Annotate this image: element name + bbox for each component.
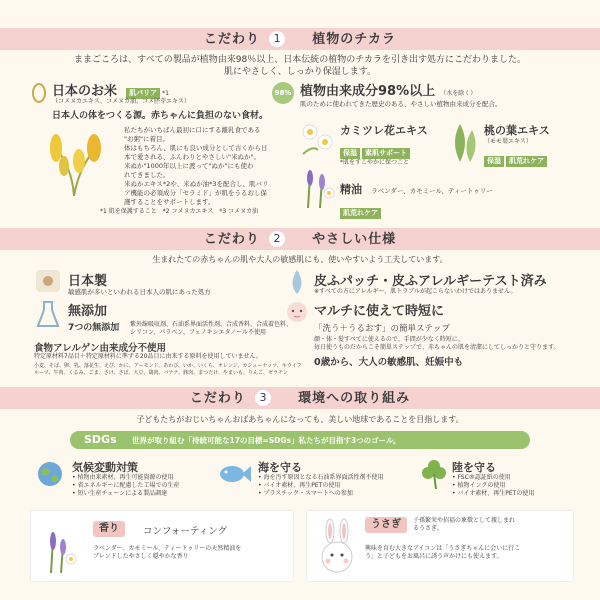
section-2-header (0, 228, 600, 250)
peach-tag-care: 肌荒れケア (506, 156, 547, 167)
scent-body-line: ラベンダー、カモミール、ティートゥリーの天然精油を (93, 545, 242, 552)
plant-98-badge-icon: 98% (272, 82, 294, 104)
lavender-illustration (298, 168, 338, 208)
chamomile-tag-moisture: 保湿 (340, 148, 360, 159)
peach-leaf-illustration (450, 122, 480, 162)
rice-body-line: 体はもちろん、肌にも良い成分として古くから日 (124, 144, 268, 152)
chamomile-block (340, 122, 428, 167)
rabbit-body-line: 子孫繁栄や招福の象徴として親しまれ (413, 517, 516, 524)
additive-free-body (130, 321, 310, 337)
additive-free-lead: 7つの無添加 (68, 323, 120, 333)
oil-tag: 肌荒れケア (340, 208, 381, 219)
sea-item: • 海を汚す原因となる石油系界面活性剤不使用 (258, 474, 384, 481)
climate-item-text: 短い生産チェーンによる製品調達 (77, 490, 168, 497)
section-1-label: こだわり (204, 32, 261, 47)
scent-pill: 香り (93, 521, 125, 537)
land-item-text: 植物インクの使用 (457, 482, 506, 489)
intro-line: ままごころは、すべての製品が植物由来98％以上、日本伝統の植物のチカラを引き出す処方にこだわりました。 (73, 55, 527, 65)
rice-body-line: 私たちがいちばん最初に口にする離乳食である (124, 126, 261, 134)
peach-tag-moisture: 保湿 (484, 156, 504, 167)
scent-card (30, 510, 294, 582)
rice-body (124, 126, 284, 207)
peach-title: 桃の葉エキス (484, 124, 550, 137)
scent-title: コンフォーティング (143, 526, 228, 537)
sea-title: 海を守る (258, 461, 302, 474)
section-3-subtitle: 環境への取り組み (298, 391, 411, 406)
chamomile-title: カミツレ花エキス (340, 124, 428, 137)
climate-list (72, 474, 212, 498)
oil-items: ラベンダー、カモミール、ティートゥリー (371, 187, 493, 195)
rice-body-line: れてきました。 (124, 171, 170, 179)
land-title: 陸を守る (452, 461, 496, 474)
rice-body-line: 米ぬか"1000年以上に渡って"ぬか"にも使わ (124, 162, 254, 170)
land-list (452, 474, 592, 498)
additive-free-line: シリコン、パラベン、フェノキシエタノール不使用 (130, 329, 266, 336)
allergen-body: 特定原材料7品目＋特定原材料に準ずる20品目に由来する原料を使用していません。 (34, 353, 262, 360)
section-1-intro (10, 54, 590, 78)
climate-item-text: 植物由来素材、再生可能資源の使用 (77, 474, 174, 481)
rabbit-icon (315, 517, 359, 577)
rice-body-line: 本で愛される、ふんわりとやさしい"米ぬか"。 (124, 153, 260, 161)
oil-block (340, 178, 493, 219)
section-3-header (0, 387, 600, 409)
rice-title: 日本のお米 (52, 84, 118, 99)
water-drop-icon (286, 268, 308, 296)
rabbit-body-line: るうさぎ。 (413, 525, 443, 532)
multi-use-title: マルチに使えて時短に (314, 304, 445, 319)
rice-notes: *1 肌を保護すること *2 コメヌカエキス *3 コメヌカ油 (100, 208, 259, 215)
japan-factory-icon (34, 268, 62, 294)
earth-icon (36, 460, 64, 488)
sdgs-label: SDGs (84, 433, 117, 446)
rabbit-body-top (413, 517, 568, 533)
allergen-title: 食物アレルゲン由来成分不使用 (34, 343, 167, 354)
sdgs-text: 世界が取り組む「持続可能な17の目標=SDGs」私たちが目指す3つのゴール。 (132, 436, 401, 445)
section-2-label: こだわり (203, 232, 260, 247)
climate-item: • 短い生産チェーンによる製品調達 (72, 490, 168, 497)
rabbit-body-line: 興味を育む大きなアイコンは「うさぎちゃんに会いに行こ (365, 545, 521, 552)
climate-item-text: 省エネルギーに配慮した工場での生産 (77, 482, 180, 489)
climate-title: 気候変動対策 (72, 461, 138, 474)
plant-title: 植物由来成分98%以上 (300, 84, 436, 99)
rabbit-card (306, 510, 574, 582)
scent-body-line: ブレンドしたやさしく穏やかな香り (93, 553, 189, 560)
peach-block (484, 122, 550, 167)
additive-free-line: 紫外線吸収剤、石油系界面活性剤、合成香料、合成着色料、 (130, 321, 293, 328)
section-3-number: 3 (255, 390, 271, 406)
chamomile-tag-support: 素肌サポート (362, 148, 410, 159)
sea-item: • プラスチック・スマートへの参加 (258, 490, 353, 497)
rice-heading (52, 80, 169, 99)
sea-list (258, 474, 418, 498)
multi-use-line: 毎日使うものだからこそ簡単ステップで、赤ちゃんの肌を清潔にしてしっかりと守ります。 (314, 344, 560, 351)
fish-icon (216, 462, 252, 486)
clover-icon (420, 458, 448, 490)
sea-item-text: プラスチック・スマートへの参加 (263, 490, 353, 497)
section-1-header (0, 28, 600, 50)
section-1-subtitle: 植物のチカラ (312, 32, 396, 47)
rice-body-line: ア機能の必須成分「セラミド」が肌をうるおし保 (124, 189, 267, 197)
peach-sub: （モモ葉エキス） (484, 138, 532, 145)
chamomile-note: *肌をすこやかに保つこと (340, 159, 410, 166)
sea-item-text: バイオ素材、再生PETの使用 (263, 482, 341, 489)
multi-use-sub: 「洗う＋うるおす」の簡単ステップ (314, 324, 450, 334)
rice-grain-icon (30, 80, 48, 104)
sea-item-text: 海を汚す原因となる石油系界面活性剤不使用 (263, 474, 384, 481)
section-2-intro: 生まれたての赤ちゃんの肌や大人の敏感肌にも、使いやすいよう工夫しています。 (152, 255, 448, 264)
land-item: • バイオ素材、再生PETの使用 (452, 490, 535, 497)
rice-body-line: 米ぬかエキス*2や、米ぬか油*3を配合し、肌バリ (124, 180, 269, 188)
baby-face-icon (284, 300, 310, 324)
rabbit-body-bottom (365, 545, 568, 561)
rice-body-line: "お粥"に着目。 (124, 135, 169, 143)
allergen-list: 小麦、そば、卵、乳、落花生、えび、かに、アーモンド、あわび、いか、いくら、オレンジ、カシューナッツ、キウイフルーツ、牛肉、くるみ、ごま、さけ、さば、大豆、鶏肉、バナナ、豚肉、まつたけ、やまいも、りんご、ゼラチン (34, 363, 302, 376)
patch-test-body: ※すべての方にアレルギー、肌トラブルが起こらないわけではありません。 (314, 288, 517, 295)
lavender-bouquet-icon (39, 525, 79, 573)
section-3-label: こだわり (189, 391, 246, 406)
rice-body-line: 護することをサポートします。 (124, 198, 215, 206)
flask-icon (36, 300, 60, 328)
multi-use-body (314, 336, 594, 352)
section-2-subtitle: やさしい仕様 (312, 232, 397, 247)
rice-mark: *1 (162, 90, 169, 97)
land-item: • 植物インクの使用 (452, 482, 506, 489)
sea-item: • バイオ素材、再生PETの使用 (258, 482, 341, 489)
made-in-japan-body: 敏感肌が多いといわれる日本人の肌にあった処方 (68, 288, 211, 296)
section-1-number: 1 (269, 31, 285, 47)
rice-lead: 日本人の体をつくる源。赤ちゃんに負担のない食材。 (52, 111, 269, 121)
land-item-text: FSC®認証紙の使用 (457, 474, 511, 481)
oil-title: 精油 (340, 183, 362, 196)
made-in-japan-title: 日本製 (68, 274, 108, 289)
plant-body: 肌のために使われてきた歴史のある、やさしい植物由来成分を配合。 (300, 100, 502, 108)
plant-note: （水を除く） (440, 90, 477, 97)
patch-test-title: 皮ふパッチ・皮ふアレルギーテスト済み (314, 274, 547, 289)
plant-heading (300, 80, 476, 99)
multi-use-line: 顔・体・髪すべてに使えるので、手間が少なく時短に。 (314, 336, 464, 343)
climate-item: • 省エネルギーに配慮した工場での生産 (72, 482, 180, 489)
land-item: • FSC®認証紙の使用 (452, 474, 511, 481)
additive-free-title: 無添加 (68, 304, 108, 319)
land-item-text: バイオ素材、再生PETの使用 (457, 490, 535, 497)
climate-item: • 植物由来素材、再生可能資源の使用 (72, 474, 174, 481)
chamomile-illustration (298, 120, 338, 156)
rice-sub: （コメヌカエキス、コメヌカ油、コメ胚芽エキス） (52, 98, 190, 105)
intro-line: 肌にやさしく、しっかり保湿します。 (223, 67, 377, 77)
multi-use-tail: 0歳から、大人の敏感肌、妊娠中も (314, 357, 464, 368)
rabbit-body-line: う」と子どもをお風呂に誘う声かけにも使えます。 (365, 553, 503, 560)
scent-body (93, 545, 288, 561)
rice-plant-illustration (34, 126, 114, 196)
sdgs-bar (70, 431, 530, 449)
rabbit-pill: うさぎ (365, 517, 407, 533)
rice-tag: 肌バリア (126, 88, 160, 99)
section-3-intro: 子どもたちがおじいちゃんおばあちゃんになっても、美しい地球であることを目指します。 (136, 415, 464, 424)
section-2-number: 2 (269, 231, 285, 247)
